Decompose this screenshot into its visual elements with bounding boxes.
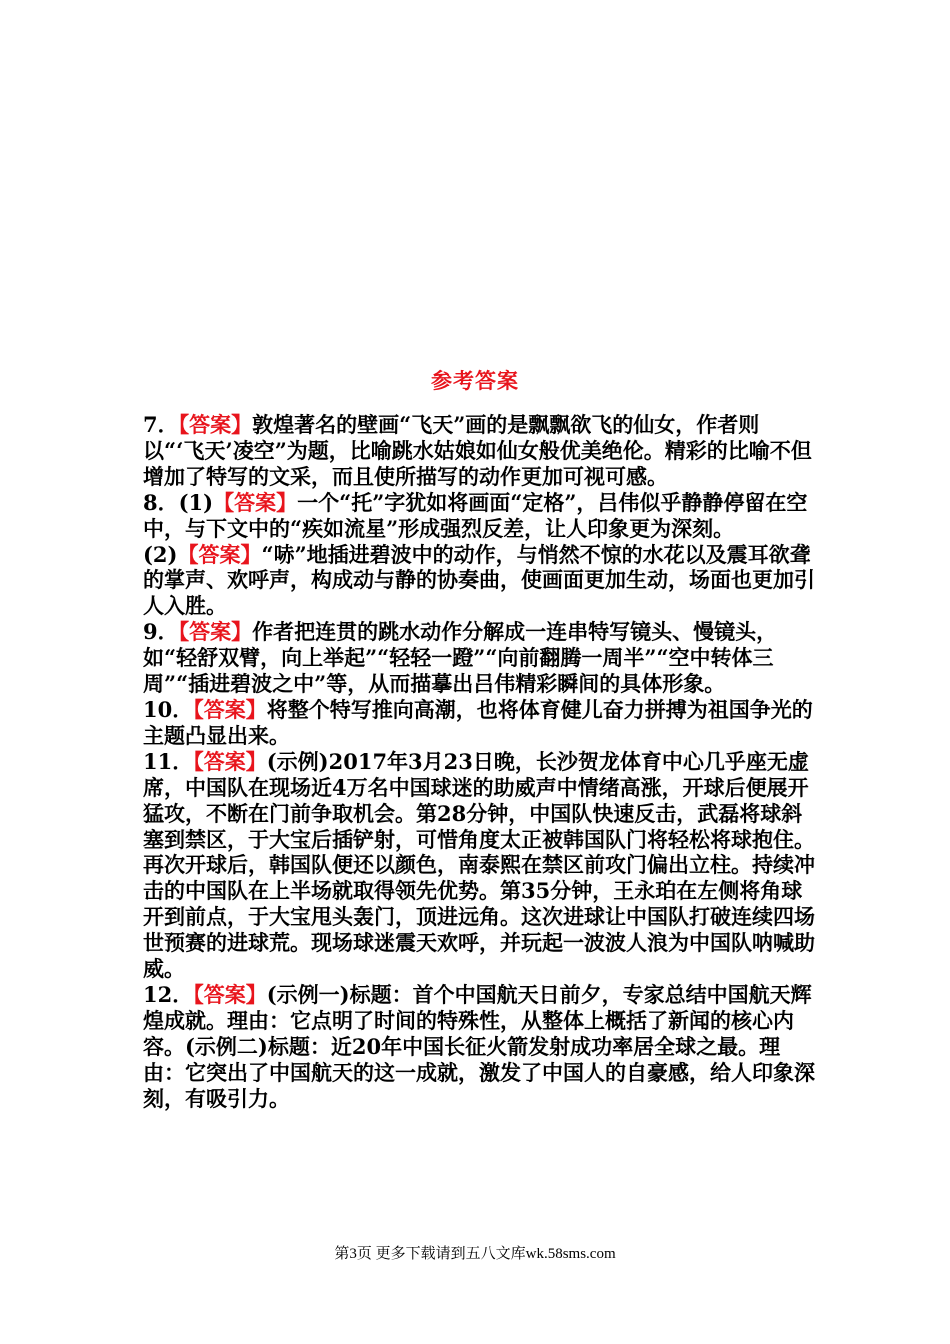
answer-item-8-1 bbox=[143, 490, 815, 542]
answer-tag: 【答案】 bbox=[193, 981, 267, 1007]
answer-number: 10． bbox=[143, 696, 194, 722]
page-title: 参考答案 bbox=[431, 368, 519, 393]
answer-tag: 【答案】 bbox=[193, 696, 267, 722]
answer-text: 一个“托”字犹如将画面“定格”，吕伟似乎静静停留在空中，与下文中的“疾如流星”形成强烈反差，让人印象更为深刻。 bbox=[143, 489, 808, 541]
answer-tag: 【答案】 bbox=[193, 748, 267, 774]
answer-tag: 【答案】 bbox=[213, 489, 298, 515]
answer-tag: 【答案】 bbox=[178, 619, 253, 645]
answer-text: (示例一)标题：首个中国航天日前夕，专家总结中国航天辉煌成就。理由：它点明了时间的特殊性，从整体上概括了新闻的核心内容。(示例二)标题：近20年中国长征火箭发射成功率居全球之最。理由：它突出了中国航天的这一成就，激发了中国人的自豪感，给人印象深刻，有吸引力。 bbox=[143, 981, 815, 1111]
answer-number: 12． bbox=[143, 981, 194, 1007]
answer-tag: 【答案】 bbox=[178, 412, 253, 437]
answer-item-12 bbox=[143, 982, 815, 1112]
answer-text: 敦煌著名的壁画“飞天”画的是飘飘欲飞的仙女，作者则以“‘飞天’凌空”为题，比喻跳水姑娘如仙女般优美绝伦。精彩的比喻不但增加了特写的文采，而且使所描写的动作更加可视可感。 bbox=[143, 412, 812, 489]
answer-item-8-2 bbox=[143, 542, 815, 620]
page-footer: 第3页 更多下载请到五八文库wk.58sms.com bbox=[334, 1246, 616, 1262]
answer-text: (示例)2017年3月23日晚，长沙贺龙体育中心几乎座无虚席，中国队在现场近4万名中国球迷的助威声中情绪高涨，开球后便展开猛攻，不断在门前争取机会。第28分钟，中国队快速反击，武磊将球斜塞到禁区，于大宝后插铲射，可惜角度太正被韩国队门将轻松将球抱住。再次开球后，韩国队便还以颜色，南泰熙在禁区前攻门偏出立柱。持续冲击的中国队在上半场就取得领先优势。第35分钟，王永珀在左侧将角球开到前点，于大宝甩头轰门，顶进远角。这次进球让中国队打破连续四场世预赛的进球荒。现场球迷震天欢呼，并玩起一波波人浪为中国队呐喊助威。 bbox=[143, 748, 815, 982]
answer-number: 9． bbox=[143, 619, 179, 645]
answer-item-11 bbox=[143, 749, 815, 982]
answer-number: 7． bbox=[143, 412, 179, 437]
answer-tag: 【答案】 bbox=[177, 541, 262, 567]
answer-text: 作者把连贯的跳水动作分解成一连串特写镜头、慢镜头，如“轻舒双臂，向上举起”“轻轻一蹬”“向前翻腾一周半”“空中转体三周”“插进碧波之中”等，从而描摹出吕伟精彩瞬间的具体形象。 bbox=[143, 619, 778, 697]
answer-list bbox=[143, 412, 815, 1111]
answer-item-7 bbox=[143, 412, 815, 490]
answer-number: 8．(1) bbox=[143, 489, 214, 515]
answer-text: 将整个特写推向高潮，也将体育健儿奋力拼搏为祖国争光的主题凸显出来。 bbox=[143, 696, 813, 748]
answer-text: “哧”地插进碧波中的动作，与悄然不惊的水花以及震耳欲聋的掌声、欢呼声，构成动与静的协奏曲，使画面更加生动，场面也更加引人入胜。 bbox=[143, 541, 815, 619]
answer-item-9 bbox=[143, 619, 815, 697]
answer-item-10 bbox=[143, 697, 815, 749]
answer-number: (2) bbox=[143, 541, 178, 567]
answer-number: 11． bbox=[143, 748, 194, 774]
